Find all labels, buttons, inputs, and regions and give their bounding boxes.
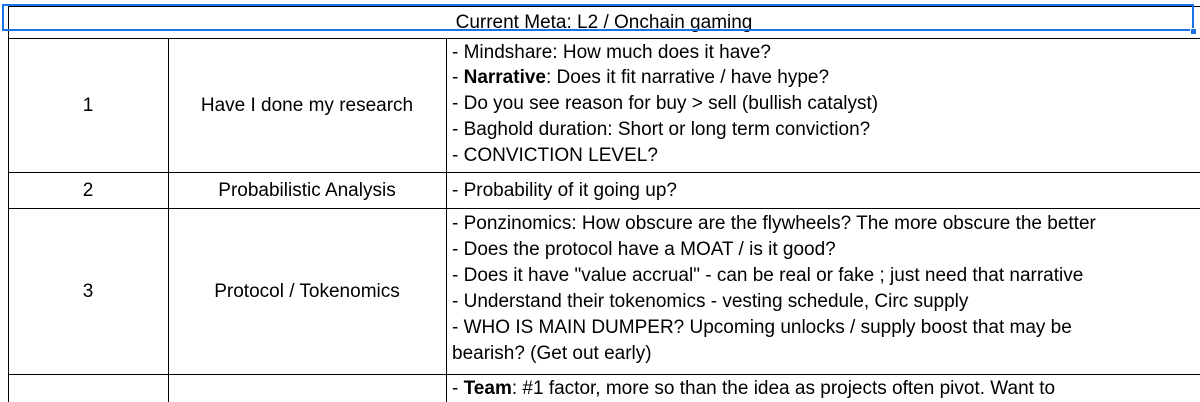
checklist-line[interactable]: - Does the protocol have a MOAT / is it good? bbox=[452, 239, 836, 260]
fill-handle[interactable] bbox=[1190, 28, 1197, 35]
checklist-line[interactable]: - Do you see reason for buy > sell (bullish catalyst) bbox=[452, 93, 879, 114]
checklist-line[interactable]: - WHO IS MAIN DUMPER? Upcoming unlocks / supply boost that may be bbox=[452, 317, 1072, 338]
checklist-line[interactable]: - Understand their tokenomics - vesting schedule, Circ supply bbox=[452, 291, 969, 312]
line-prefix: - bbox=[452, 378, 464, 399]
grid-line bbox=[8, 208, 1200, 209]
checklist-line[interactable]: - Ponzinomics: How obscure are the flywheels? The more obscure the better bbox=[452, 213, 1096, 234]
row-topic[interactable]: Protocol / Tokenomics bbox=[214, 281, 400, 302]
checklist-line[interactable]: - Does it have "value accrual" - can be real or fake ; just need that narrative bbox=[452, 265, 1084, 286]
cell-selection-outline bbox=[2, 4, 1194, 31]
line-text: : #1 factor, more so than the idea as projects often pivot. Want to bbox=[511, 378, 1056, 399]
grid-line bbox=[8, 6, 9, 402]
grid-line bbox=[8, 172, 1200, 173]
line-text: : Does it fit narrative / have hype? bbox=[546, 67, 830, 88]
grid-line bbox=[8, 374, 1200, 375]
row-topic[interactable]: Have I done my research bbox=[200, 95, 414, 116]
checklist-line[interactable]: - Baghold duration: Short or long term conviction? bbox=[452, 119, 871, 140]
checklist-line[interactable]: - Mindshare: How much does it have? bbox=[452, 42, 771, 63]
sheet-title: Current Meta: L2 / Onchain gaming bbox=[455, 12, 753, 33]
checklist-line[interactable]: - Probability of it going up? bbox=[452, 180, 677, 201]
row-number[interactable]: 2 bbox=[82, 180, 94, 201]
row-number[interactable]: 1 bbox=[82, 95, 94, 116]
bold-keyword: Narrative bbox=[463, 67, 546, 88]
grid-line bbox=[446, 38, 447, 402]
grid-line bbox=[8, 38, 1200, 39]
bold-keyword: Team bbox=[463, 378, 512, 399]
line-prefix: - bbox=[452, 67, 464, 88]
row-number[interactable]: 3 bbox=[82, 281, 94, 302]
checklist-line[interactable]: bearish? (Get out early) bbox=[452, 343, 652, 364]
checklist-line[interactable] bbox=[452, 66, 829, 90]
checklist-line[interactable]: - CONVICTION LEVEL? bbox=[452, 145, 658, 166]
grid-line bbox=[168, 38, 169, 402]
checklist-line[interactable] bbox=[452, 377, 1055, 401]
row-topic[interactable]: Probabilistic Analysis bbox=[218, 180, 396, 201]
